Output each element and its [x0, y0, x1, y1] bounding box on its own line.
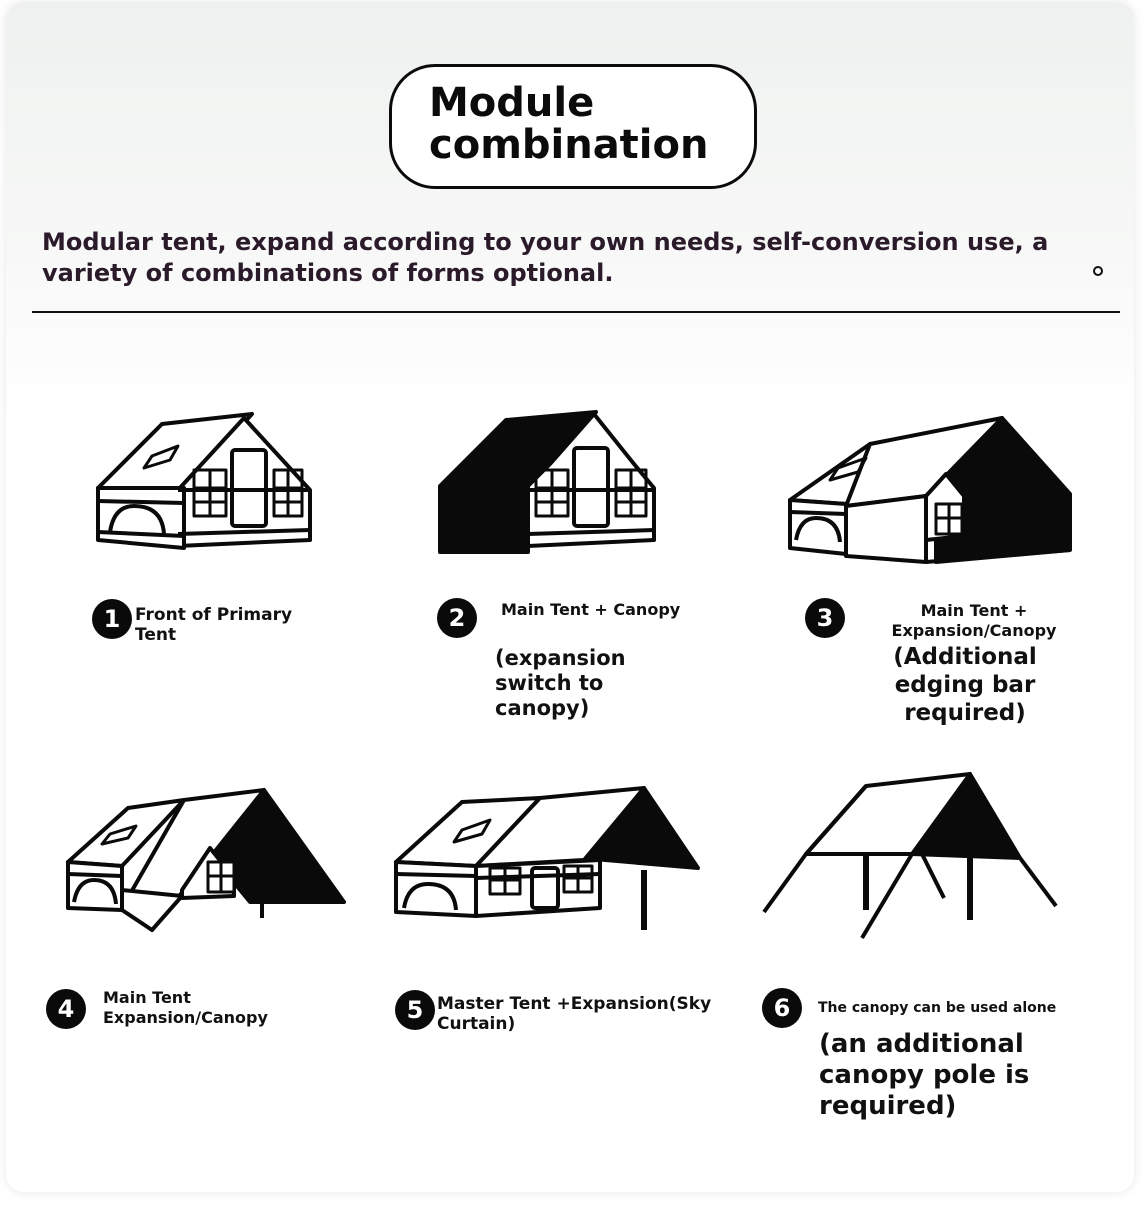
step-label-4: Main Tent Expansion/Canopy [103, 988, 268, 1027]
step-note-3: (Additional edging bar required) [893, 644, 1037, 726]
step-badge-6: 6 [762, 988, 802, 1028]
page-title: Module combination [429, 80, 709, 168]
page-subtitle: Modular tent, expand according to your own needs, self-conversion use, a variety of combinations of forms optional. [42, 228, 1049, 287]
tent-expansion-icon [64, 786, 348, 936]
step-badge-2: 2 [437, 598, 477, 638]
tent-expansion-canopy-icon [786, 412, 1076, 570]
standalone-canopy-icon [762, 770, 1058, 942]
step-note-6: (an additional canopy pole is required) [819, 1029, 1030, 1121]
step-note-2: (expansion switch to canopy) [495, 646, 626, 720]
step-label-2: Main Tent + Canopy [501, 600, 681, 619]
tent-with-canopy-icon [436, 406, 660, 558]
tent-sky-curtain-icon [392, 784, 700, 934]
decorative-dot [1093, 266, 1103, 276]
step-label-1: Front of Primary Tent [135, 605, 293, 645]
step-badge-5: 5 [395, 990, 435, 1030]
step-label-3: Main Tent + Expansion/Canopy [891, 601, 1057, 640]
step-badge-1: 1 [92, 599, 132, 639]
divider [32, 311, 1120, 313]
step-badge-3: 3 [805, 598, 845, 638]
step-label-5: Master Tent +Expansion(Sky Curtain) [437, 994, 712, 1034]
step-label-6: The canopy can be used alone [818, 1000, 1057, 1016]
primary-tent-front-icon [92, 406, 318, 556]
step-badge-4: 4 [46, 989, 86, 1029]
